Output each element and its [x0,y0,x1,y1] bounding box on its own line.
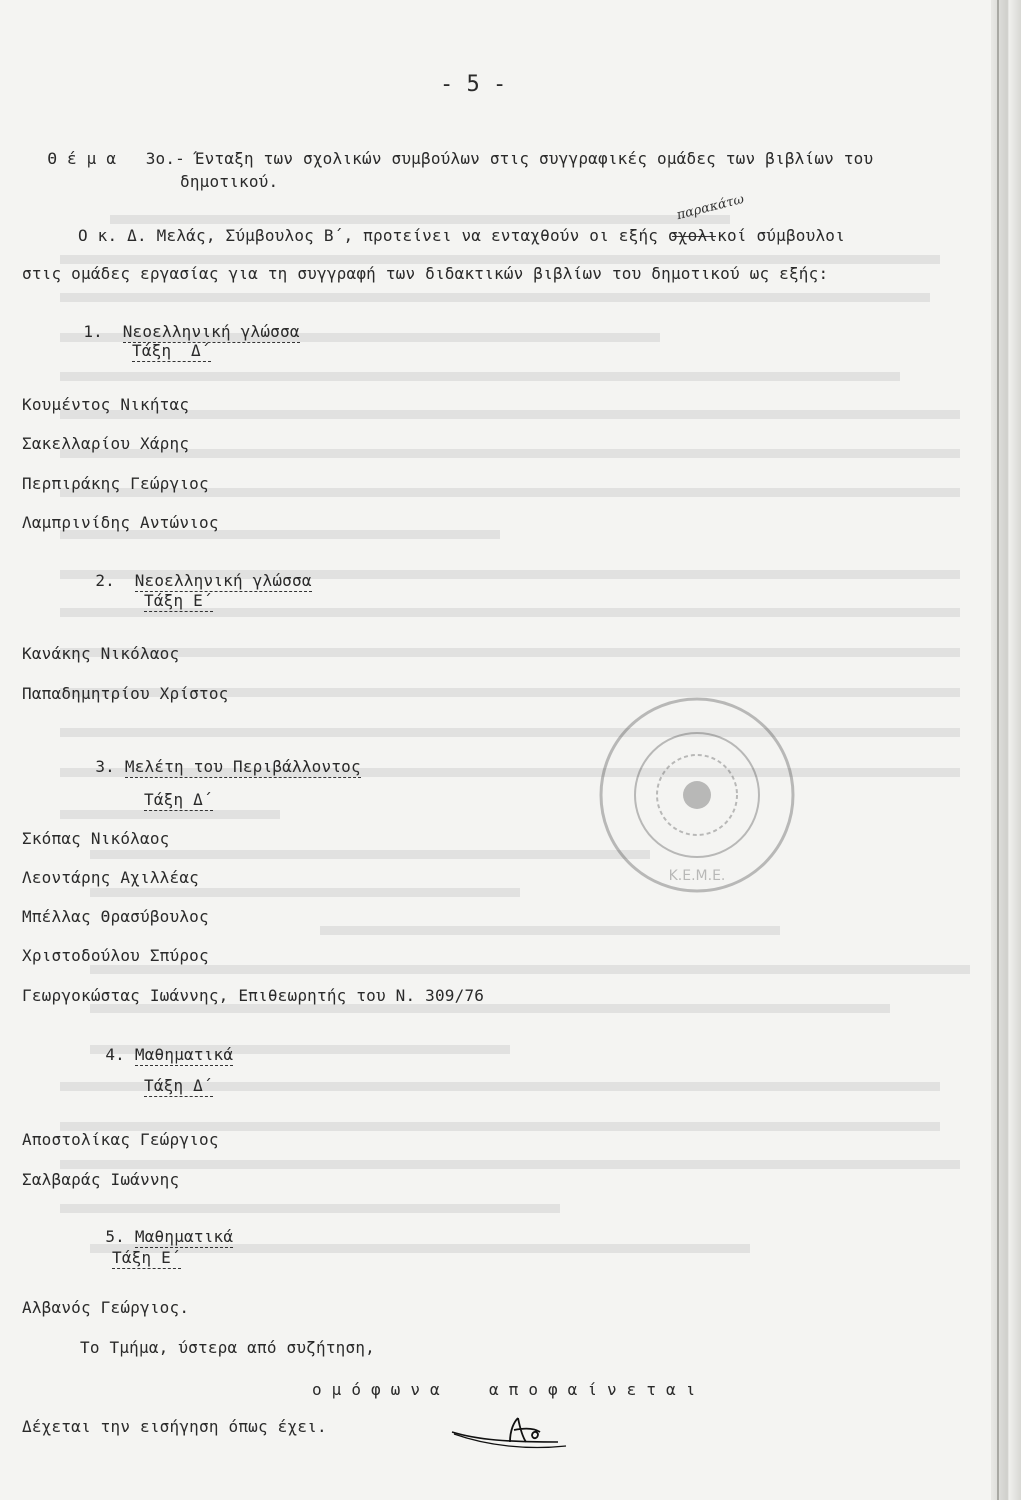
group-1-grade: Τάξη Δ΄ [132,341,211,360]
closing-line-1: Το Τμήμα, ύστερα από συζήτηση, [80,1338,375,1357]
handwritten-signature [448,1412,578,1452]
intro-line-1: Ο κ. Δ. Μελάς, Σύμβουλος Β΄, προτείνει να ενταχθούν οι εξής σχολικοί σύμβουλοι [78,226,845,245]
group-3-subject: Μελέτη του Περιβάλλοντος [124,757,361,776]
member: Αποστολίκας Γεώργιος [22,1130,219,1149]
member: Αλβανός Γεώργιος. [22,1298,190,1317]
group-1-heading: 1. Νεοελληνική γλώσσα [83,322,300,341]
topic-title-cont: δημοτικού. [180,172,279,191]
member: Χριστοδούλου Σπύρος [22,946,209,965]
group-4-subject: Μαθηματικά [134,1045,234,1064]
member: Γεωργοκώστας Ιωάννης, Επιθεωρητής του Ν. 309/76 [22,986,485,1005]
decision-heading: ο μ ό φ ω ν α α π ο φ α ί ν ε τ α ι [312,1380,696,1399]
group-5-subject: Μαθηματικά [134,1227,234,1246]
group-3-grade: Τάξη Δ΄ [144,790,213,809]
group-4-heading: 4. Μαθηματικά [105,1045,234,1064]
member: Μπέλλας Θρασύβουλος [22,907,209,926]
group-2-grade: Τάξη Ε΄ [144,591,213,610]
binding-edge [991,0,1021,1500]
page-number: - 5 - [440,72,507,97]
member: Κουμέντος Νικήτας [22,395,190,414]
topic-title: 3ο.- Ένταξη των σχολικών συμβούλων στις συγγραφικές ομάδες των βιβλίων του [145,149,874,168]
topic-heading [8,130,873,187]
svg-text:Κ.Ε.Μ.Ε.: Κ.Ε.Μ.Ε. [668,868,726,884]
official-stamp [592,690,802,900]
closing-line-2: Δέχεται την εισήγηση όπως έχει. [22,1417,327,1436]
topic-label: Θ έ μ α [47,149,117,168]
member: Λεοντάρης Αχιλλέας [22,868,199,887]
member: Περπιράκης Γεώργιος [22,474,209,493]
handwritten-annotation: παρακάτω [675,191,746,224]
member: Παπαδημητρίου Χρίστος [22,684,229,703]
member: Σαλβαράς Ιωάννης [22,1170,180,1189]
group-2-heading: 2. Νεοελληνική γλώσσα [95,571,312,590]
group-5-heading: 5. Μαθηματικά [105,1227,234,1246]
member: Σκόπας Νικόλαος [22,829,170,848]
group-4-grade: Τάξη Δ΄ [144,1076,213,1095]
group-5-grade: Τάξη Ε΄ [112,1248,181,1267]
member: Κανάκης Νικόλαος [22,644,180,663]
member: Λαμπρινίδης Αντώνιος [22,513,219,532]
group-1-subject: Νεοελληνική γλώσσα [122,322,300,341]
group-3-heading: 3. Μελέτη του Περιβάλλοντος [95,757,361,776]
member: Σακελλαρίου Χάρης [22,434,190,453]
intro-line-2: στις ομάδες εργασίας για τη συγγραφή των διδακτικών βιβλίων του δημοτικού ως εξής: [22,264,829,283]
group-2-subject: Νεοελληνική γλώσσα [134,571,312,590]
